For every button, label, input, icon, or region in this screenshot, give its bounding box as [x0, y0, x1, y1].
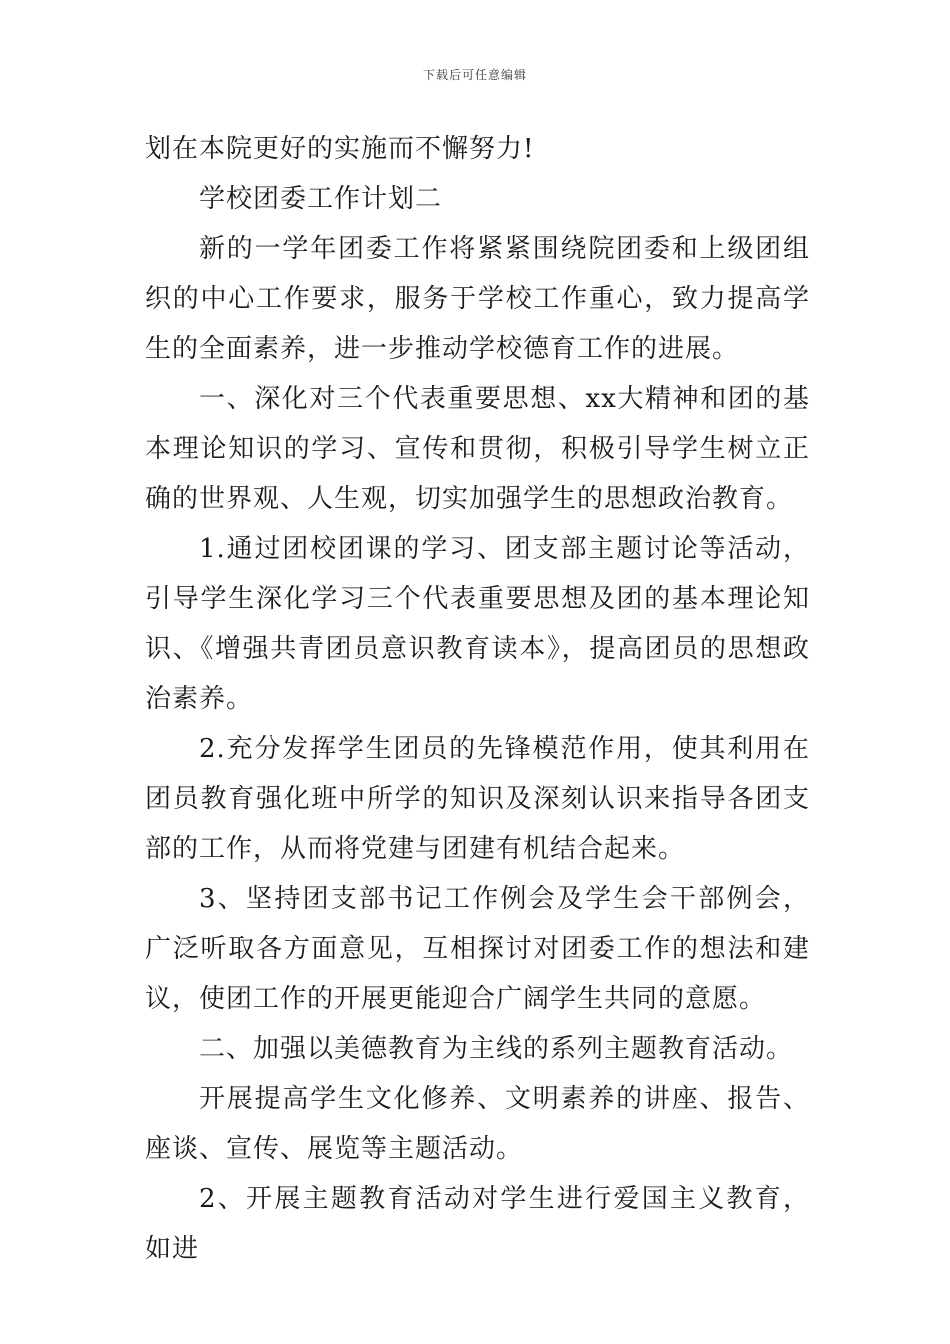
paragraph-subitem-1: 1.通过团校团课的学习、团支部主题讨论等活动，引导学生深化学习三个代表重要思想及团的基本理论知识、《增强共青团员意识教育读本》，提高团员的思想政治素养。	[145, 534, 810, 714]
section-title: 学校团委工作计划二	[199, 184, 443, 214]
paragraph-item-2-detail: 开展提高学生文化修养、文明素养的讲座、报告、座谈、宣传、展览等主题活动。	[145, 1084, 810, 1164]
paragraph-continuation: 划在本院更好的实施而不懈努力!	[145, 134, 535, 164]
paragraph-item-1: 一、深化对三个代表重要思想、xx大精神和团的基本理论知识的学习、宣传和贯彻，积极引导学生树立正确的世界观、人生观，切实加强学生的思想政治教育。	[145, 384, 810, 514]
paragraph-subitem-2: 2.充分发挥学生团员的先锋模范作用，使其利用在团员教育强化班中所学的知识及深刻认识来指导各团支部的工作，从而将党建与团建有机结合起来。	[145, 734, 810, 864]
document-body	[145, 124, 810, 1274]
page-header: 下载后可任意编辑	[422, 68, 527, 82]
paragraph-item-2-sub2: 2、开展主题教育活动对学生进行爱国主义教育，如进	[145, 1184, 810, 1264]
paragraph-intro: 新的一学年团委工作将紧紧围绕院团委和上级团组织的中心工作要求，服务于学校工作重心，致力提高学生的全面素养，进一步推动学校德育工作的进展。	[145, 234, 810, 364]
paragraph-subitem-3: 3、坚持团支部书记工作例会及学生会干部例会，广泛听取各方面意见，互相探讨对团委工作的想法和建议，使团工作的开展更能迎合广阔学生共同的意愿。	[145, 884, 810, 1014]
paragraph-item-2: 二、加强以美德教育为主线的系列主题教育活动。	[199, 1034, 794, 1064]
